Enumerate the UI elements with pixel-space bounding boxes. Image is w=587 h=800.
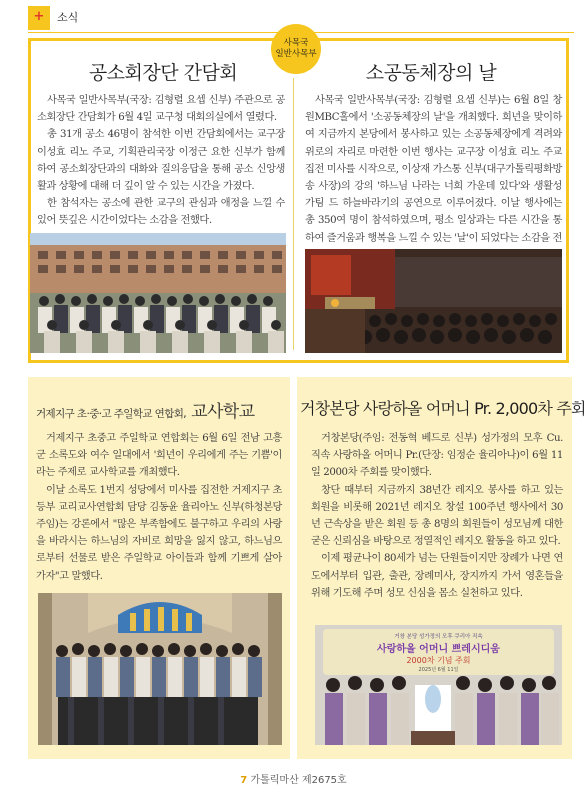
article4-body — [311, 430, 563, 602]
banner-date: 2025년 6월 11일 — [418, 667, 459, 673]
article2-title: 소공동체장의 날 — [365, 62, 497, 84]
article4-photo — [315, 625, 562, 745]
page-footer — [0, 771, 587, 786]
page-number: 7 — [240, 775, 248, 786]
article4-para: 창단 때부터 지금까지 38년간 레지오 봉사를 하고 있는 회원을 비롯해 2021년 레지오 창설 100주년 행사에서 30년 근속상을 받은 회원 등 총 8명의 회원들이 성모님께 대한 굳은 신뢰심을 바탕으로 정열적인 레지오 활동을 하고 있다. — [311, 484, 563, 548]
issue-number: 제2675호 — [301, 775, 347, 786]
article2-photo — [305, 249, 562, 353]
section-marker — [28, 6, 50, 30]
article4-para: 이제 평균나이 80세가 넘는 단원들이지만 장례가 나면 연도에서부터 입관, 출관, 장례미사, 장지까지 가서 영혼들을 위해 기도해 주며 성모 신심을 몸소 실천하고 있다. — [311, 553, 563, 599]
article1-para: 총 31개 공소 46명이 참석한 이번 간담회에서는 교구장 이성효 리노 주교, 기획관리국장 이정근 요한 신부가 함께하여 공소회장단과의 대화와 질의응답을 통해 공소 신앙생활과 상황에 대해 더 깊이 알 수 있는 시간을 가졌다. — [37, 129, 285, 193]
article3-title-small: 거제지구 초·중·고 주일학교 연합회, — [36, 408, 187, 420]
article1-para: 사목국 일반사목부(국장: 김형렬 요셉 신부) 주관으로 공소회장단 간담회가 6월 4일 교구청 대회의실에서 열렸다. — [37, 95, 285, 124]
article3-para: 거제지구 초중고 주일학교 연합회는 6월 6일 전남 고흥군 소록도와 여수 일대에서 '희년이 우리에게 주는 기쁨'이라는 주제로 교사학교를 개최했다. — [36, 433, 282, 479]
article3-title — [36, 397, 286, 422]
article3-body — [36, 430, 282, 585]
article1-photo — [30, 233, 286, 353]
article1-body — [37, 92, 285, 230]
magazine-name: 가톨릭마산 — [250, 775, 299, 786]
article4-title: 거창본당 사랑하올 어머니 Pr. 2,000차 주회 — [300, 399, 586, 418]
article3-para: 이날 소록도 1번지 성당에서 미사를 집전한 거제지구 초등부 교리교사연합회 담당 김동윤 율리아노 신부(하청본당 주임)는 강론에서 "많은 부족함에도 불구하고 우리의 사랑을 바라시는 하느님의 자비로 희망을 잃지 않고, 하느님으로부터 선물로 받은 주일학교 아이들과 함께 기쁘게 살아가자"고 말했다. — [36, 484, 282, 582]
article3-photo — [38, 593, 282, 745]
section-label: 소식 — [57, 11, 79, 24]
article3-title-big: 교사학교 — [191, 402, 255, 422]
banner-line2: 사랑하올 어머니 쁘레시디움 — [377, 644, 500, 655]
article1-para: 한 참석자는 공소에 관한 교구의 관심과 애정을 느낄 수 있어 뜻깊은 시간이었다는 소감을 전했다. — [37, 198, 285, 227]
anniversary-banner — [323, 629, 554, 675]
article4-para: 거창본당(주임: 전동혁 베드로 신부) 성가정의 모후 Cu. 직속 사랑하올 어머니 Pr.(단장: 임정순 율리아나)이 6월 11일 2000차 주회를 맞이했다. — [311, 433, 563, 479]
plus-icon: + — [33, 9, 45, 24]
article2-para: 사목국 일반사목부(국장: 김형렬 요셉 신부)는 6월 8일 창원MBC홀에서 '소공동체장의 날'을 개최했다. 희년을 맞이하여 지금까지 본당에서 봉사하고 있는 소공동체장에게 격려와 위로의 자리로 마련한 이번 행사는 교구장 이성효 리노 주교 집전 미사를 시작으로, 이상재 가스통 신부(대구가톨릭평화방송 사장)의 강의 '하느님 나라는 너희 가운데 있다'와 생활성가팀 드 하늘바라기의 공연으로 이루어졌다. 이날 행사에는 총 350여 명이 참석하였으며, 평소 일상과는 다른 시간을 통하여 즐거움과 행복을 느낄 수 있는 '날'이 되었다는 소감을 전 — [305, 95, 562, 244]
article2-body — [305, 92, 562, 264]
badge-line2: 일반사목부 — [275, 49, 317, 59]
banner-line3: 2000차 기념 주회 — [406, 656, 471, 665]
badge-line1: 사목국 — [283, 38, 309, 48]
column-divider — [293, 78, 294, 350]
banner-line1: 거창 본당 성가정의 모후 쿠리아 직속 — [394, 634, 483, 640]
article1-title: 공소회장단 간담회 — [88, 62, 238, 84]
